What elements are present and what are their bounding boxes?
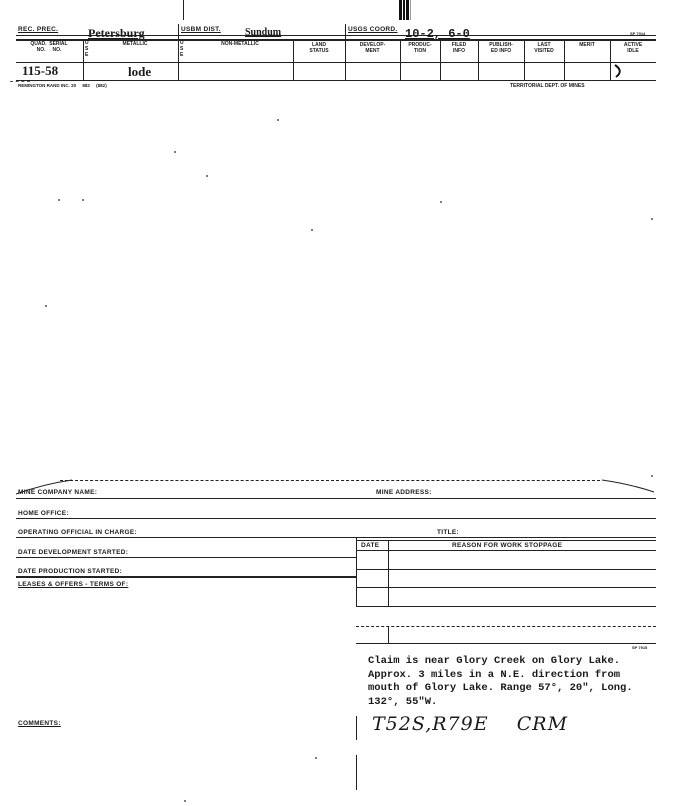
operating-official-label: OPERATING OFFICIAL IN CHARGE: (18, 529, 137, 536)
title-label: TITLE: (437, 529, 460, 536)
col-non-metallic: NON-METALLIC (221, 41, 259, 47)
col-land-status: LAND STATUS (309, 42, 329, 54)
leases-offers-label: LEASES & OFFERS - TERMS OF: (18, 581, 129, 588)
col-filed-info: FILED INFO (451, 42, 467, 54)
col-published-info: PUBLISH- ED INFO (489, 42, 513, 54)
col-metallic: METALLIC (122, 41, 148, 47)
remarks-typed: Claim is near Glory Creek on Glory Lake. Approx. 3 miles in a N.E. direction from mouth of Glory Lake. Range 57°, 20", Long. 132°, 55"W. (368, 655, 633, 708)
usbm-dist-label: USBM DIST. (181, 26, 221, 33)
home-office-label: HOME OFFICE: (18, 510, 69, 517)
mine-address-label: MINE ADDRESS: (376, 489, 432, 496)
department-name: TERRITORIAL DEPT. OF MINES (510, 83, 585, 89)
quad-serial-value: 115-58 (22, 63, 59, 78)
col-active-idle: ACTIVE IDLE (623, 42, 643, 54)
barcode (399, 0, 410, 20)
usgs-coord-label: USGS COORD. (348, 26, 398, 33)
printer-credit: REMINGTON RAND INC. 20 882 (882) (18, 83, 107, 88)
usgs-coord-value: 10-2, 6-0 (405, 27, 470, 41)
date-development-label: DATE DEVELOPMENT STARTED: (18, 549, 129, 556)
date-production-label: DATE PRODUCTION STARTED: (18, 568, 123, 575)
col-use-2: U S E (180, 40, 184, 58)
form-number: SP 7914 (630, 31, 646, 36)
col-quad-serial: QUAD. SERIAL NO. NO. (30, 41, 68, 53)
active-mark (612, 63, 626, 79)
date-col-header: DATE (361, 542, 380, 549)
col-production: PRODUC- TION (408, 42, 432, 54)
reason-col-header: REASON FOR WORK STOPPAGE (452, 542, 563, 549)
rec-prec-label: REC. PREC. (18, 26, 59, 33)
col-last-visited: LAST VISITED (534, 42, 554, 54)
comments-label: COMMENTS: (18, 720, 61, 727)
col-use-1: U S E (85, 40, 89, 58)
form-number-2: SP 7915 (632, 645, 648, 650)
barcode-side-text (410, 0, 417, 20)
rec-prec-value: Petersburg (88, 26, 145, 40)
remarks-handwritten: T52S,R79E CRM (372, 713, 569, 735)
usbm-dist-value: Sundum (245, 27, 282, 38)
col-development: DEVELOP- MENT (359, 42, 386, 54)
col-merit: MERIT (579, 42, 595, 48)
metallic-value: lode (128, 64, 152, 79)
mine-company-name-label: MINE COMPANY NAME: (18, 489, 98, 496)
